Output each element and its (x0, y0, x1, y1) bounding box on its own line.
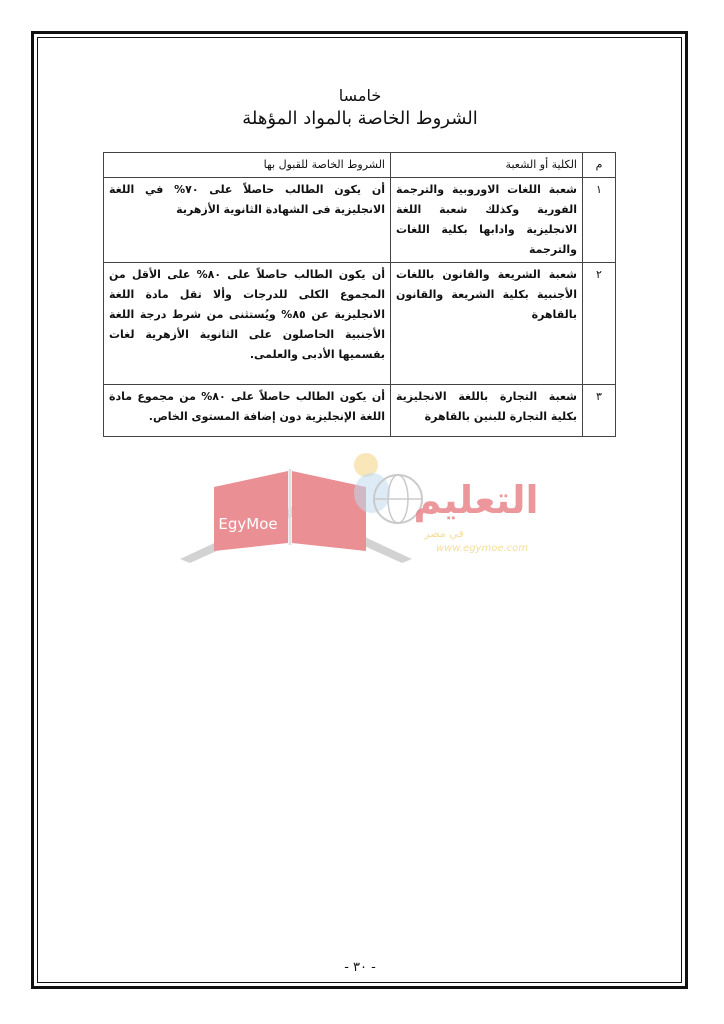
row-conditions: أن يكون الطالب حاصلاً على ٨٠% على الأقل من المجموع الكلى للدرجات وألا تقل مادة اللغة الانجليزية عن ٨٥% ويُستثنى من شرط درجة اللغة الأجنبية الحاصلون على الثانوية الأزهرية لغات بقسميها الأدبى والعلمى. (104, 263, 391, 385)
row-num: ٢ (583, 263, 616, 385)
watermark-sub-text: في مصر (424, 527, 464, 540)
table-row (104, 178, 616, 263)
book-right-page (292, 471, 366, 551)
page-number: - ٣٠ - (344, 960, 376, 975)
watermark-url-text: www.egymoe.com (435, 543, 529, 554)
section-title: الشروط الخاصة بالمواد المؤهلة (242, 108, 478, 129)
table-header-row (104, 153, 616, 178)
egymoe-watermark-logo (176, 447, 540, 579)
row-num: ١ (583, 178, 616, 263)
table-row (104, 385, 616, 437)
watermark-logo-text: EgyMoe (218, 515, 278, 533)
row-faculty: شعبة التجارة باللغة الانجليزية بكلية التجارة للبنين بالقاهرة (391, 385, 583, 437)
row-num: ٣ (583, 385, 616, 437)
header-num: م (583, 153, 616, 178)
section-number: خامسا (338, 86, 382, 105)
row-conditions: أن يكون الطالب حاصلاً على ٧٠% في اللغة الانجليزية فى الشهادة الثانوية الأزهرية (104, 178, 391, 263)
header-faculty: الكلية أو الشعبة (391, 153, 583, 178)
table-row (104, 263, 616, 385)
row-conditions: أن يكون الطالب حاصلاً على ٨٠% من مجموع مادة اللغة الإنجليزية دون إضافة المستوى الخاص. (104, 385, 391, 437)
conditions-table (103, 152, 616, 437)
book-left-page (214, 471, 288, 551)
row-faculty: شعبة اللغات الاوروبية والترجمة الفورية وكذلك شعبة اللغة الانجليزية وادابها بكلية اللغات والترجمة (391, 178, 583, 263)
watermark-arabic-text: التعليم (413, 478, 539, 522)
row-faculty: شعبة الشريعة والقانون باللغات الأجنبية بكلية الشريعة والقانون بالقاهرة (391, 263, 583, 385)
header-conditions: الشروط الخاصة للقبول بها (104, 153, 391, 178)
